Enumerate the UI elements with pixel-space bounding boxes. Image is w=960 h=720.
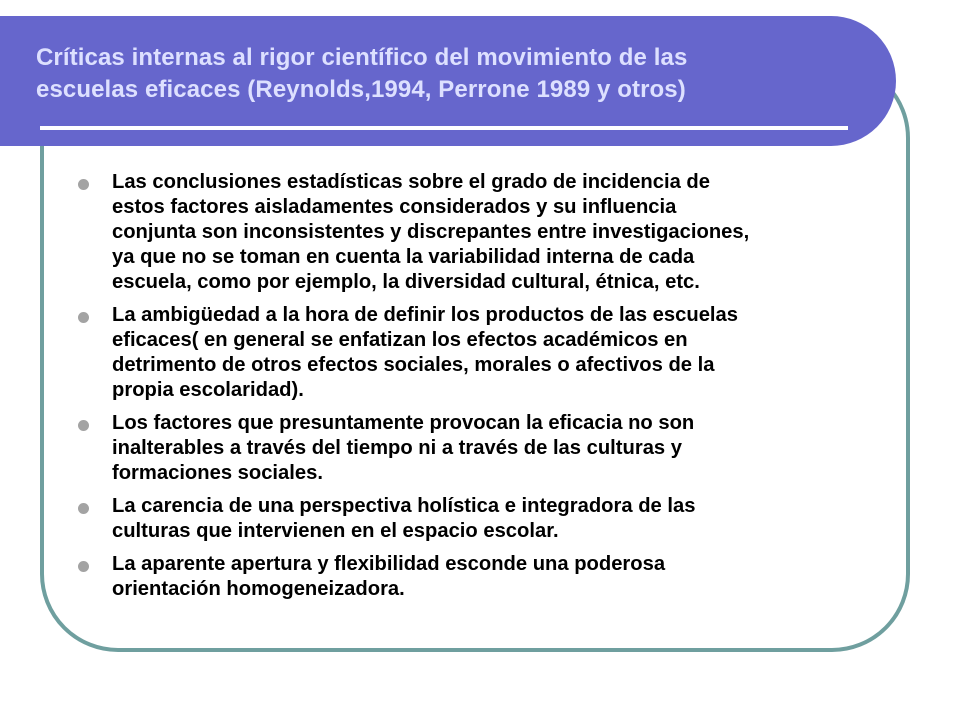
bullet-item: [78, 494, 878, 544]
title-underline: [40, 126, 848, 130]
bullet-dot-icon: [78, 503, 89, 514]
slide-title-line: escuelas eficaces (Reynolds,1994, Perrone 1989 y otros): [36, 76, 686, 103]
bullet-line: culturas que intervienen en el espacio escolar.: [112, 520, 559, 542]
bullet-line: ya que no se toman en cuenta la variabilidad interna de cada: [112, 246, 695, 268]
bullet-list: [78, 170, 878, 610]
bullet-dot-icon: [78, 420, 89, 431]
bullet-line: Las conclusiones estadísticas sobre el grado de incidencia de: [112, 171, 710, 193]
bullet-line: conjunta son inconsistentes y discrepantes entre investigaciones,: [112, 221, 750, 243]
bullet-item: [78, 552, 878, 602]
bullet-line: La carencia de una perspectiva holística e integradora de las: [112, 495, 696, 517]
bullet-line: eficaces( en general se enfatizan los efectos académicos en: [112, 329, 688, 351]
slide-title-line: Críticas internas al rigor científico del movimiento de las: [36, 44, 688, 71]
bullet-line: formaciones sociales.: [112, 462, 323, 484]
bullet-line: La ambigüedad a la hora de definir los productos de las escuelas: [112, 304, 738, 326]
bullet-dot-icon: [78, 312, 89, 323]
bullet-line: inalterables a través del tiempo ni a través de las culturas y: [112, 437, 682, 459]
bullet-item: [78, 411, 878, 486]
bullet-line: Los factores que presuntamente provocan la eficacia no son: [112, 412, 695, 434]
bullet-line: orientación homogeneizadora.: [112, 578, 405, 600]
bullet-line: escuela, como por ejemplo, la diversidad cultural, étnica, etc.: [112, 271, 700, 293]
bullet-dot-icon: [78, 179, 89, 190]
bullet-dot-icon: [78, 561, 89, 572]
bullet-line: detrimento de otros efectos sociales, morales o afectivos de la: [112, 354, 715, 376]
slide-title: [36, 42, 856, 106]
bullet-line: La aparente apertura y flexibilidad esconde una poderosa: [112, 553, 666, 575]
bullet-line: estos factores aisladamentes considerados y su influencia: [112, 196, 677, 218]
bullet-item: [78, 170, 878, 295]
bullet-line: propia escolaridad).: [112, 379, 304, 401]
bullet-item: [78, 303, 878, 403]
